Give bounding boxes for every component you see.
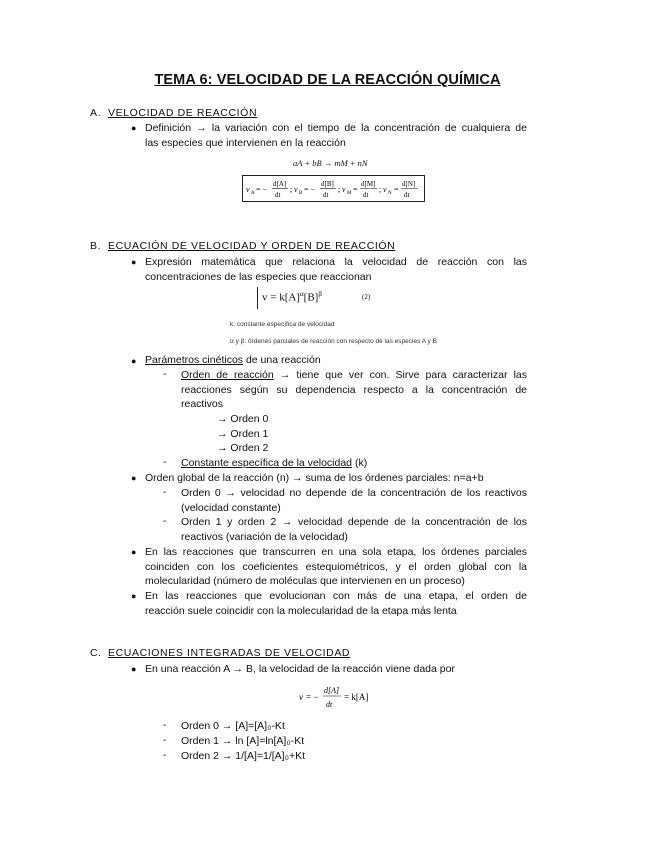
dash-marker: - (163, 749, 167, 761)
svg-text:d[A]: d[A] (273, 180, 287, 188)
order-item-2: → Orden 2 (217, 442, 269, 454)
dash-marker: - (163, 515, 167, 527)
note-alpha-beta: α y β: órdenes parciales de reacción con respecto de las especies A y B (230, 338, 437, 345)
bullet-dot: ● (131, 473, 137, 483)
bullet-dot: ● (131, 356, 137, 366)
dash-marker: - (163, 456, 167, 468)
definition-paragraph (145, 121, 527, 150)
svg-text:dt: dt (323, 191, 329, 199)
integrated-intro: En una reacción A → B, la velocidad de la reacción viene dada por (145, 663, 455, 675)
svg-text:N: N (388, 191, 392, 196)
svg-text:v: v (294, 185, 298, 194)
svg-text:d[N]: d[N] (402, 180, 416, 188)
bullet-dot: ● (131, 257, 137, 267)
svg-text:;: ; (379, 185, 382, 194)
svg-text:= k[A]: = k[A] (344, 692, 369, 702)
rate-law-box (257, 287, 330, 309)
section-b-title: ECUACIÓN DE VELOCIDAD Y ORDEN DE REACCIÓN (108, 240, 396, 252)
page-title: TEMA 6: VELOCIDAD DE LA REACCIÓN QUÍMICA (154, 72, 501, 88)
svg-text:= −: = − (306, 692, 319, 702)
order12-line-2: reactivos (variación de la velocidad) (181, 530, 348, 543)
params-label: Parámetros cinéticos (145, 354, 244, 366)
orden-line-1 (181, 368, 527, 383)
expression-line-1: Expresión matemática que relaciona la velocidad de reacción con las (145, 256, 527, 268)
svg-text:v: v (246, 185, 250, 194)
dash-marker: - (163, 719, 167, 731)
svg-text:= −: = − (256, 185, 268, 194)
dash-marker: - (163, 486, 167, 498)
equation-number: (2) (362, 293, 371, 301)
expression-line-2: concentraciones de las especies que reaccionan (145, 270, 372, 283)
svg-text:d[B]: d[B] (321, 180, 334, 188)
orden-label: Orden de reacción (181, 369, 274, 381)
integrated-order-2: Orden 2 → 1/[A]=1/[A]₀+Kt (181, 750, 306, 762)
order12-line-1: Orden 1 y orden 2 → velocidad depende de la concentración de los (181, 516, 527, 528)
svg-text:;: ; (338, 185, 341, 194)
order-item-0: → Orden 0 (217, 413, 269, 425)
multi-step-line-1: En las reacciones que evolucionan con más de una etapa, el orden de (145, 590, 527, 602)
order-item-1: → Orden 1 (217, 428, 269, 440)
integrated-order-0: Orden 0 → [A]=[A]₀-Kt (181, 720, 285, 732)
const-label: Constante específica de la velocidad (181, 457, 353, 469)
const-line (181, 456, 367, 470)
svg-text:= −: = − (304, 185, 316, 194)
svg-text:d[M]: d[M] (361, 180, 376, 188)
section-c-letter: C. (90, 647, 102, 659)
svg-text:dt: dt (404, 191, 410, 199)
section-b-heading (90, 240, 395, 252)
bullet-dot: ● (131, 123, 137, 133)
single-step-line-2: coinciden con los coeficientes estequiométricos, y el orden global con la (145, 560, 527, 573)
dash-marker: - (163, 734, 167, 746)
svg-text:v: v (383, 185, 387, 194)
svg-text:d[A]: d[A] (324, 686, 340, 695)
definition-line-2: las especies que intervienen en la reacción (145, 136, 346, 149)
section-b-letter: B. (90, 240, 102, 252)
rate-definition-formula (243, 176, 424, 201)
params-rest: de una reacción (243, 354, 321, 366)
multi-step-line-2: reacción suele coincidir con la molecularidad de la etapa más lenta (145, 604, 457, 617)
svg-text:M: M (347, 191, 352, 196)
integrated-order-1: Orden 1 → ln [A]=ln[A]₀-Kt (181, 735, 305, 747)
bullet-dot: ● (131, 591, 137, 601)
order0-line-2: (velocidad constante) (181, 501, 281, 514)
dash-marker: - (163, 368, 167, 380)
svg-text:dt: dt (326, 700, 333, 709)
section-c-title: ECUACIONES INTEGRADAS DE VELOCIDAD (108, 647, 351, 659)
orden-line-2: reacciones según su dependencia respecto a la concentración de (181, 383, 527, 396)
const-rest: (k) (352, 457, 368, 469)
section-a-heading (90, 107, 257, 119)
order0-line-1: Orden 0 → velocidad no depende de la concentración de los reactivos (181, 487, 527, 499)
orden-line-3: reactivos (181, 398, 224, 411)
single-step-paragraph (145, 545, 527, 589)
note-k: k: constante específica de velocidad (230, 321, 335, 328)
single-step-line-3: molecularidad (número de moléculas que intervienen en un proceso) (145, 575, 465, 588)
definition-line-1: Definición → la variación con el tiempo de la concentración de cualquiera de (145, 122, 527, 134)
svg-text:v: v (299, 692, 303, 702)
multi-step-paragraph (145, 589, 527, 618)
rate-definition-formula-box (242, 175, 425, 202)
order0-paragraph (181, 486, 527, 515)
order12-paragraph (181, 515, 527, 544)
rate-law-formula: $v = k[A]^\alpha[B]^\beta$ (262, 290, 322, 304)
bullet-dot: ● (131, 664, 137, 674)
orden-rest: → tiene que ver con. Sirve para caracterizar las (273, 369, 527, 381)
section-a-title: VELOCIDAD DE REACCIÓN (108, 107, 258, 119)
integrated-rate-formula (298, 682, 378, 712)
svg-text:dt: dt (275, 191, 281, 199)
global-order-line: Orden global de la reacción (n) → suma de los órdenes parciales: n=a+b (145, 472, 484, 484)
orden-paragraph (181, 368, 527, 412)
svg-text:=: = (394, 185, 399, 194)
params-line (145, 353, 321, 367)
svg-text:A: A (251, 191, 255, 196)
section-a-letter: A. (90, 107, 102, 119)
svg-text:B: B (299, 191, 303, 196)
svg-text:=: = (353, 185, 358, 194)
section-c-heading (90, 647, 350, 659)
expression-paragraph (145, 255, 527, 284)
svg-text:dt: dt (363, 191, 369, 199)
svg-text:v: v (342, 185, 346, 194)
reaction-equation: aA + bB → mM + nN (293, 158, 368, 168)
single-step-line-1: En las reacciones que transcurren en una sola etapa, los órdenes parciales (145, 546, 527, 558)
svg-text:;: ; (290, 185, 293, 194)
bullet-dot: ● (131, 547, 137, 557)
